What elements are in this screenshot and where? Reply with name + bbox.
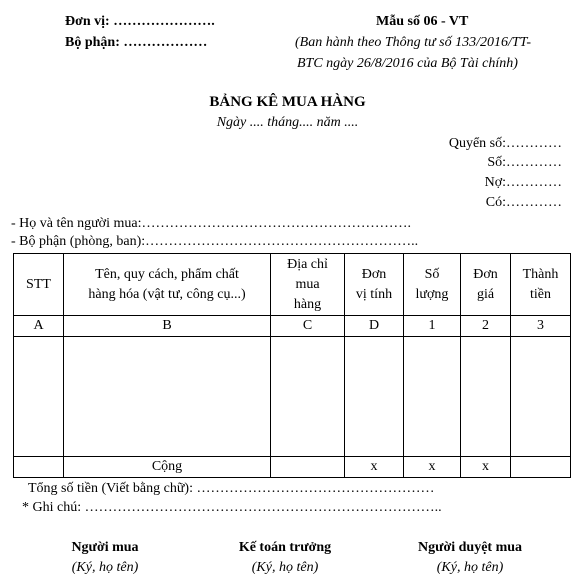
document-number: Số:…………: [487, 155, 562, 170]
header-unit-price: Đơn giá: [461, 254, 511, 316]
total-in-words-line: Tổng số tiền (Viết bằng chữ): ……………………………………………: [28, 481, 435, 496]
book-number: Quyển số:…………: [448, 136, 562, 151]
issued-line-1: (Ban hành theo Thông tư số 133/2016/TT-: [295, 35, 532, 50]
total-qty-x: x: [404, 457, 461, 478]
code-cell: 2: [461, 316, 511, 337]
buyer-department-line: - Bộ phận (phòng, ban):…………………………………………………..: [11, 234, 419, 249]
table-total-row: [14, 457, 571, 478]
header-quantity: Số lượng: [404, 254, 461, 316]
header-stt: STT: [14, 254, 64, 316]
table-body-row: [14, 337, 571, 457]
signature-sub-buyer: (Ký, họ tên): [71, 560, 139, 575]
signature-sub-approver: (Ký, họ tên): [436, 560, 504, 575]
total-label: Cộng: [64, 457, 271, 478]
signature-title-chief-accountant: Kế toán trưởng: [238, 540, 332, 555]
date-line: Ngày .... tháng.... năm ....: [216, 115, 359, 130]
header-amount: Thành tiền: [511, 254, 571, 316]
department-line: Bộ phận: ………………: [65, 35, 208, 50]
code-cell: 1: [404, 316, 461, 337]
table-code-row: [14, 316, 571, 337]
document-title: BẢNG KÊ MUA HÀNG: [209, 94, 366, 110]
unit-line: Đơn vị: ………………….: [65, 14, 215, 29]
signature-title-approver: Người duyệt mua: [417, 540, 523, 555]
signature-sub-chief-accountant: (Ký, họ tên): [251, 560, 319, 575]
total-unit-x: x: [345, 457, 404, 478]
total-price-x: x: [461, 457, 511, 478]
header-purchase-address: Địa chỉ mua hàng: [271, 254, 345, 316]
note-line: * Ghi chú: …………………………………………………………………..: [22, 500, 442, 515]
code-cell: 3: [511, 316, 571, 337]
code-cell: A: [14, 316, 64, 337]
form-number: Mẫu số 06 - VT: [376, 14, 469, 29]
purchase-table: [13, 253, 571, 478]
header-unit: Đơn vị tính: [345, 254, 404, 316]
header-item-name: Tên, quy cách, phẩm chất hàng hóa (vật tư, công cụ...): [64, 254, 271, 316]
code-cell: C: [271, 316, 345, 337]
buyer-name-line: - Họ và tên người mua:………………………………………………….: [11, 216, 411, 231]
credit-account: Có:…………: [485, 195, 562, 210]
code-cell: B: [64, 316, 271, 337]
signature-title-buyer: Người mua: [71, 540, 139, 555]
issued-line-2: BTC ngày 26/8/2016 của Bộ Tài chính): [297, 56, 518, 71]
debit-account: Nợ:…………: [484, 175, 562, 190]
code-cell: D: [345, 316, 404, 337]
table-header-row: [14, 254, 571, 316]
